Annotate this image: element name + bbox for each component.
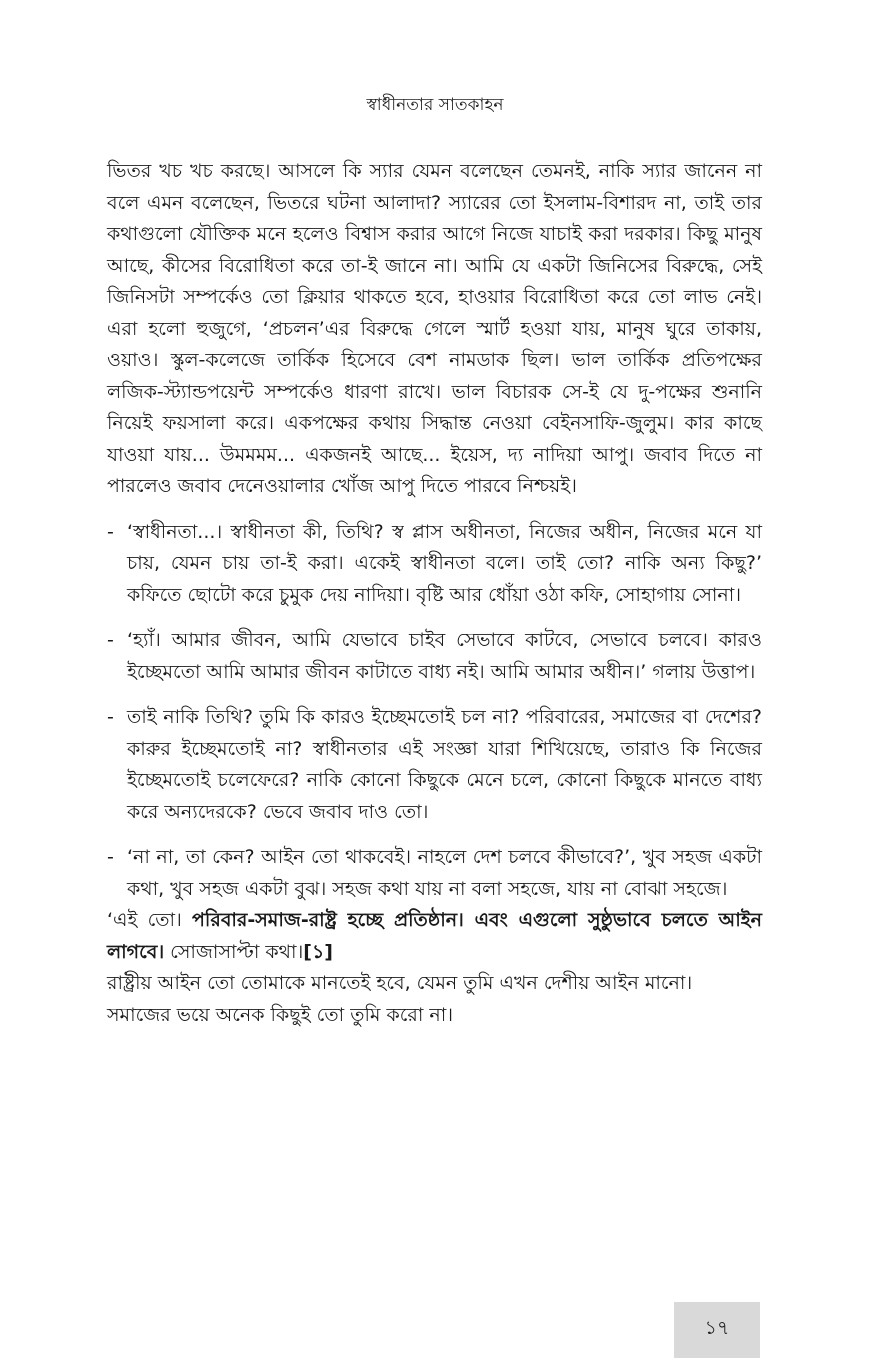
quote-bold: পরিবার-সমাজ-রাষ্ট্র হচ্ছে প্রতিষ্ঠান। এবং এগুলো সুষ্ঠুভাবে চলতে আইন লাগবে।	[107, 909, 762, 963]
dialog-item	[107, 702, 762, 828]
dialog-dash: -	[107, 520, 114, 543]
quote-lead: ‘এই তো।	[107, 909, 193, 931]
dialog-text: ‘স্বাধীনতা...। স্বাধীনতা কী, তিথি? স্ব প্লাস অধীনতা, নিজের অধীন, নিজের মনে যা চায়, যেমন চায় তা-ই করা। একেই স্বাধীনতা বলে। তাই তো? নাকি অন্য কিছু?’ কফিতে ছোটো করে চুমুক দেয় নাদিয়া। বৃষ্টি আর ধোঁয়া ওঠা কফি, সোহাগায় সোনা।	[127, 520, 762, 606]
dialog-dash: -	[107, 846, 114, 868]
paragraph: রাষ্ট্রীয় আইন তো তোমাকে মানতেই হবে, যেমন তুমি এখন দেশীয় আইন মানো।	[107, 972, 693, 994]
dialog-item	[107, 517, 762, 612]
page-number: ১৭	[674, 1302, 760, 1358]
dialog-dash: -	[107, 629, 114, 651]
dialog-dash: -	[107, 706, 114, 728]
dialog-item	[107, 842, 762, 905]
running-header: স্বাধীনতার সাতকাহন	[366, 95, 504, 115]
dialog-text: ‘না না, তা কেন? আইন তো থাকবেই। নাহলে দেশ চলবে কীভাবে?’, খুব সহজ একটা কথা, খুব সহজ একটা বুঝ। সহজ কথা যায় না বলা সহজে, যায় না বোঝা সহজে।	[127, 846, 762, 900]
footnote-ref[interactable]: [১]	[303, 940, 333, 963]
dialog-item	[107, 625, 762, 688]
paragraph: ভিতর খচ খচ করছে। আসলে কি স্যার যেমন বলেছেন তেমনই, নাকি স্যার জানেন না বলে এমন বলেছেন, ভিতরে ঘটনা আলাদা? স্যারের তো ইসলাম-বিশারদ না, তাই তার কথাগুলো যৌক্তিক মনে হলেও বিশ্বাস করার আগে নিজে যাচাই করা দরকার। কিছু মানুষ আছে, কীসের বিরোধিতা করে তা-ই জানে না। আমি যে একটা জিনিসের বিরুদ্ধে, সেই জিনিসটা সম্পর্কেও তো ক্লিয়ার থাকতে হবে, হাওয়ার বিরোধিতা করে তো লাভ নেই। এরা হলো হুজুগে, ‘প্রচলন’এর বিরুদ্ধে গেলে স্মার্ট হওয়া যায়, মানুষ ঘুরে তাকায়, ওয়াও। স্কুল-কলেজে তার্কিক হিসেবে বেশ নামডাক ছিল। ভাল তার্কিক প্রতিপক্ষের লজিক-স্ট্যান্ডপয়েন্ট সম্পর্কেও ধারণা রাখে। ভাল বিচারক সে-ই যে দু-পক্ষের শুনানি নিয়েই ফয়সালা করে। একপক্ষের কথায় সিদ্ধান্ত নেওয়া বেইনসাফি-জুলুম। কার কাছে যাওয়া যায়... উমমমম... একজনই আছে... ইয়েস, দ্য নাদিয়া আপু। জবাব দিতে না পারলেও জবাব দেনেওয়ালার খোঁজ আপু দিতে পারবে নিশ্চয়ই।	[107, 160, 762, 497]
quote-tail: সোজাসাপ্টা কথা।	[164, 940, 304, 963]
quote-paragraph	[107, 905, 762, 968]
dialog-text: তাই নাকি তিথি? তুমি কি কারও ইচ্ছেমতোই চল না? পরিবারের, সমাজের বা দেশের? কারুর ইচ্ছেমতোই না? স্বাধীনতার এই সংজ্ঞা যারা শিখিয়েছে, তারাও কি নিজের ইচ্ছেমতোই চলেফেরে? নাকি কোনো কিছুকে মেনে চলে, কোনো কিছুকে মানতে বাধ্য করে অন্যদেরকে? ভেবে জবাব দাও তো।	[127, 706, 762, 823]
dialog-text: ‘হ্যাঁ। আমার জীবন, আমি যেভাবে চাইব সেভাবে কাটবে, সেভাবে চলবে। কারও ইচ্ছেমতো আমি আমার জীবন কাটাতে বাধ্য নই। আমি আমার অধীন।’ গলায় উত্তাপ।	[127, 629, 762, 683]
paragraph: সমাজের ভয়ে অনেক কিছুই তো তুমি করো না।	[107, 1003, 454, 1026]
page-body	[107, 156, 762, 1031]
